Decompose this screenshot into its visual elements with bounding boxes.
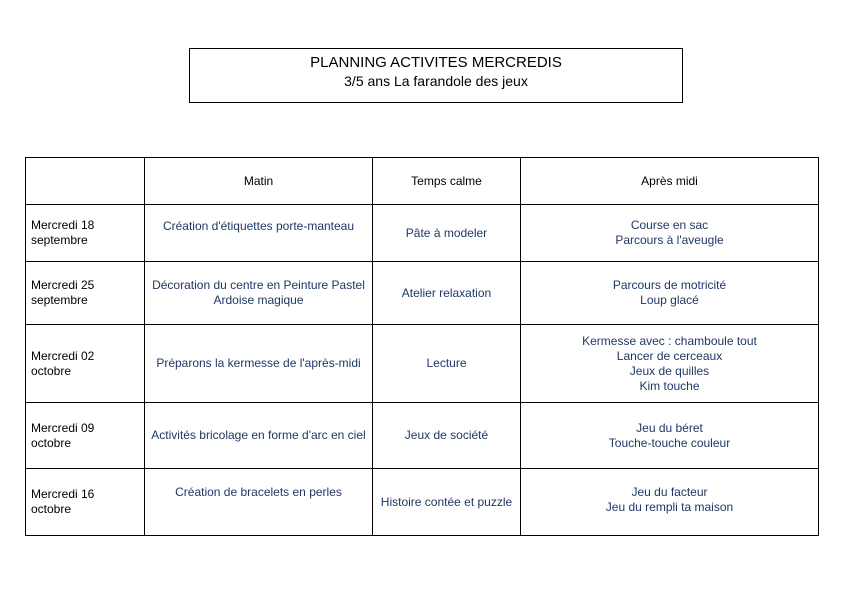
activity-text: Parcours de motricité [612, 278, 727, 292]
activity-text: Histoire contée et puzzle [380, 494, 513, 509]
matin-cell [145, 262, 373, 325]
activity-text: Jeux de société [404, 428, 489, 442]
day-label: Mercredi 02 [31, 348, 95, 363]
day-label: Mercredi 09 [31, 420, 95, 435]
activity-text: Atelier relaxation [401, 285, 492, 300]
matin-cell [145, 469, 373, 536]
activity-text: Kim touche [639, 378, 700, 393]
activity-text: Jeu du béret [636, 420, 703, 435]
activity-text: Kermesse avec : chamboule tout [582, 333, 757, 348]
apres-midi-cell [521, 403, 819, 469]
activity-text: Jeux de quilles [629, 363, 710, 378]
temps-calme-cell [373, 325, 521, 403]
activity-text: Création d'étiquettes porte-manteau [162, 219, 355, 233]
activity-text: Jeu du rempli ta maison [605, 500, 734, 514]
title-box [189, 48, 683, 103]
activity-text: Lecture [426, 356, 467, 370]
table-header-row [26, 158, 819, 205]
activity-text: Ardoise magique [213, 293, 304, 307]
header-cell-temps-calme: Temps calme [373, 158, 521, 205]
activity-text: Parcours à l'aveugle [615, 233, 724, 247]
day-cell [26, 403, 145, 469]
header-cell-empty [26, 158, 145, 205]
matin-cell [145, 325, 373, 403]
apres-midi-cell [521, 205, 819, 262]
header-cell-apres-midi: Après midi [521, 158, 819, 205]
day-label: septembre [31, 293, 88, 307]
apres-midi-cell [521, 262, 819, 325]
activity-text: Pâte à modeler [405, 225, 488, 240]
temps-calme-cell [373, 469, 521, 536]
day-cell [26, 325, 145, 403]
activity-text: Activités bricolage en forme d'arc en ciel [151, 428, 366, 442]
day-label: octobre [31, 363, 72, 378]
day-label: septembre [31, 233, 88, 247]
day-label: Mercredi 25 [31, 278, 95, 292]
table-row [26, 205, 819, 262]
table-row [26, 262, 819, 325]
matin-cell [145, 403, 373, 469]
day-label: octobre [31, 502, 72, 516]
page-subtitle: 3/5 ans La farandole des jeux [344, 73, 528, 89]
planning-table [25, 157, 819, 536]
page-title: PLANNING ACTIVITES MERCREDIS [310, 54, 562, 71]
activity-text: Loup glacé [640, 293, 699, 307]
table-row [26, 325, 819, 403]
day-label: octobre [31, 435, 72, 450]
activity-text: Touche-touche couleur [608, 435, 731, 450]
table-row [26, 403, 819, 469]
header-cell-matin: Matin [145, 158, 373, 205]
day-cell [26, 469, 145, 536]
activity-text: Décoration du centre en Peinture Pastel [152, 278, 365, 292]
day-label: Mercredi 18 [31, 218, 95, 232]
temps-calme-cell [373, 403, 521, 469]
day-cell [26, 205, 145, 262]
activity-text: Jeu du facteur [631, 485, 708, 499]
table-row [26, 469, 819, 536]
day-cell [26, 262, 145, 325]
activity-text: Création de bracelets en perles [175, 485, 342, 499]
day-label: Mercredi 16 [31, 487, 95, 501]
activity-text: Course en sac [630, 218, 709, 232]
activity-text: Lancer de cerceaux [616, 348, 723, 363]
apres-midi-cell [521, 325, 819, 403]
temps-calme-cell [373, 205, 521, 262]
temps-calme-cell [373, 262, 521, 325]
activity-text: Préparons la kermesse de l'après-midi [156, 356, 361, 370]
apres-midi-cell [521, 469, 819, 536]
matin-cell [145, 205, 373, 262]
